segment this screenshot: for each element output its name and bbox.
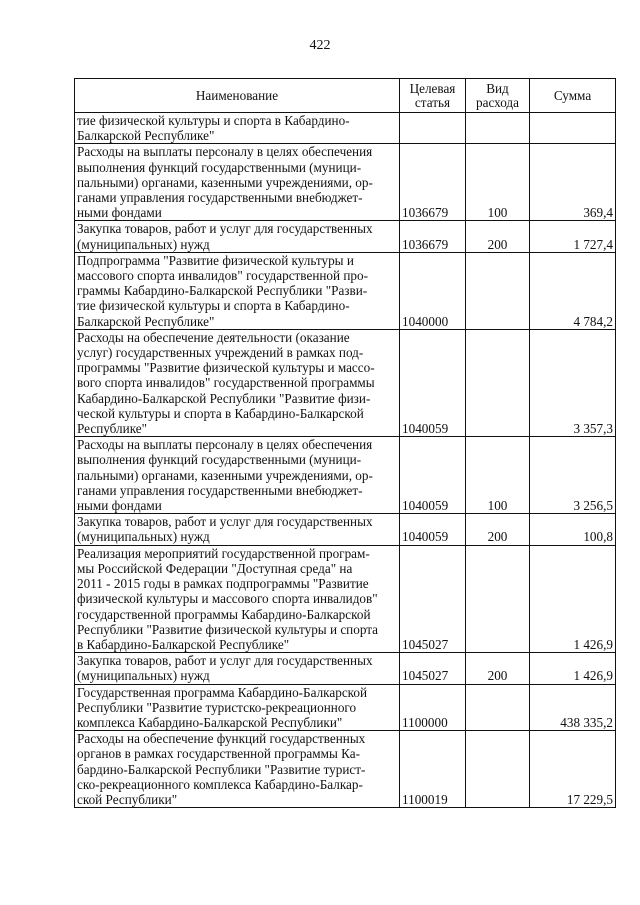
budget-table [74, 78, 616, 808]
cell-name [75, 437, 400, 514]
table-row [75, 684, 616, 731]
cell-code: 1045027 [400, 653, 466, 684]
header-code-line: статья [414, 94, 451, 110]
table-row [75, 731, 616, 808]
cell-type: 200 [466, 514, 530, 545]
cell-name-line: тие физической культуры и спорта в Кабардино- [77, 113, 350, 128]
cell-code [400, 113, 466, 144]
cell-sum: 438 335,2 [530, 684, 616, 731]
cell-sum: 1 426,9 [530, 545, 616, 652]
cell-code: 1040059 [400, 437, 466, 514]
cell-name-line: ской Республики" [77, 791, 178, 807]
cell-name [75, 144, 400, 221]
cell-sum: 3 256,5 [530, 437, 616, 514]
cell-name-line: граммы Кабардино-Балкарской Республики "Разви- [77, 283, 368, 299]
cell-code: 1045027 [400, 545, 466, 652]
cell-code: 1036679 [400, 221, 466, 252]
cell-sum: 4 784,2 [530, 252, 616, 329]
table-row [75, 252, 616, 329]
cell-name-line: выполнения функций государственными (муници- [77, 159, 362, 175]
cell-sum: 17 229,5 [530, 731, 616, 808]
cell-name [75, 653, 400, 684]
cell-type: 200 [466, 221, 530, 252]
cell-type [466, 329, 530, 436]
cell-name-line: массового спорта инвалидов" государственной про- [77, 268, 369, 284]
cell-name-line: мы Российской Федерации "Доступная среда" на [77, 560, 353, 576]
header-sum-text: Сумма [553, 87, 592, 103]
table-row [75, 437, 616, 514]
cell-name-line: услуг) государственных учреждений в рамках под- [77, 345, 364, 361]
cell-name-line: ными фондами [77, 498, 162, 514]
cell-name [75, 684, 400, 731]
cell-name-line: Расходы на выплаты персоналу в целях обеспечения [77, 437, 373, 453]
cell-name-line: программы "Развитие физической культуры и массо- [77, 360, 375, 376]
cell-name-line: (муниципальных) нужд [77, 236, 210, 252]
table-row [75, 144, 616, 221]
cell-name-line: ганами управления государственными внебюджет- [77, 190, 363, 206]
table-header [75, 79, 616, 113]
cell-name-line: Республики "Развитие физической культуры и спорта [77, 621, 379, 637]
header-name [75, 79, 400, 113]
cell-name-line: пальными) органами, казенными учреждениями, ор- [77, 467, 373, 483]
cell-name [75, 252, 400, 329]
cell-name-line: (муниципальных) нужд [77, 668, 210, 684]
cell-name-line: тие физической культуры и спорта в Кабардино- [77, 298, 350, 314]
header-sum [530, 79, 616, 113]
table-row [75, 113, 616, 144]
cell-type [466, 545, 530, 652]
cell-name [75, 221, 400, 252]
cell-name-line: Расходы на выплаты персоналу в целях обеспечения [77, 144, 373, 160]
cell-name-line: в Кабардино-Балкарской Республике" [77, 636, 290, 652]
cell-name-line: государственной программы Кабардино-Балкарской [77, 606, 371, 622]
cell-name-line: Государственная программа Кабардино-Балкарской [77, 684, 368, 700]
cell-code: 1040059 [400, 329, 466, 436]
cell-name-line: пальными) органами, казенными учреждениями, ор- [77, 174, 373, 190]
cell-name-line: ганами управления государственными внебюджет- [77, 482, 363, 498]
table-row [75, 329, 616, 436]
cell-name-line: Закупка товаров, работ и услуг для государственных [77, 514, 373, 530]
header-type-line: расхода [476, 94, 519, 110]
cell-name-line: Балкарской Республике" [77, 313, 215, 329]
cell-name-line: бардино-Балкарской Республики "Развитие турист- [77, 761, 366, 777]
table-body [75, 113, 616, 808]
cell-type: 100 [466, 437, 530, 514]
cell-name-line: вого спорта инвалидов" государственной программы [77, 375, 375, 391]
cell-code: 1100000 [400, 684, 466, 731]
cell-name-line: Подпрограмма "Развитие физической культуры и [77, 252, 354, 268]
cell-name-line: ческой культуры и спорта в Кабардино-Балкарской [77, 405, 364, 421]
table-row [75, 514, 616, 545]
cell-name [75, 731, 400, 808]
cell-type [466, 731, 530, 808]
cell-name-line: Балкарской Республике" [77, 128, 215, 144]
cell-code: 1036679 [400, 144, 466, 221]
cell-type [466, 684, 530, 731]
cell-name-line: ско-рекреационного комплекса Кабардино-Балкар- [77, 776, 363, 792]
cell-name-line: (муниципальных) нужд [77, 529, 210, 545]
cell-type: 100 [466, 144, 530, 221]
cell-code: 1100019 [400, 731, 466, 808]
cell-name-line: Кабардино-Балкарской Республики "Развитие физи- [77, 390, 371, 406]
cell-sum [530, 113, 616, 144]
cell-name-line: физической культуры и массового спорта инвалидов" [77, 591, 378, 607]
page-number: 422 [309, 38, 331, 53]
cell-sum: 1 426,9 [530, 653, 616, 684]
cell-name-line: Республики "Развитие туристско-рекреационного [77, 699, 357, 715]
header-code [400, 79, 466, 113]
cell-name [75, 545, 400, 652]
cell-name-line: органов в рамках государственной программы Ка- [77, 746, 360, 762]
cell-name-line: Республике" [77, 421, 148, 437]
cell-name-line: Расходы на обеспечение деятельности (оказание [77, 329, 350, 345]
cell-type: 200 [466, 653, 530, 684]
cell-type [466, 113, 530, 144]
cell-name-line: Реализация мероприятий государственной програм- [77, 545, 370, 561]
cell-name [75, 329, 400, 436]
cell-name-line: Расходы на обеспечение функций государственных [77, 731, 366, 747]
cell-code: 1040059 [400, 514, 466, 545]
cell-name-line: Закупка товаров, работ и услуг для государственных [77, 221, 373, 237]
cell-sum: 100,8 [530, 514, 616, 545]
cell-type [466, 252, 530, 329]
table-row [75, 545, 616, 652]
header-type-line: Вид [486, 80, 509, 96]
cell-sum: 369,4 [530, 144, 616, 221]
header-name-text: Наименование [195, 87, 279, 103]
cell-name-line: Закупка товаров, работ и услуг для государственных [77, 653, 373, 669]
cell-name [75, 514, 400, 545]
table-row [75, 221, 616, 252]
cell-name-line: 2011 - 2015 годы в рамках подпрограммы "Развитие [77, 576, 369, 592]
cell-name-line: выполнения функций государственными (муници- [77, 452, 362, 468]
table-row [75, 653, 616, 684]
header-type [466, 79, 530, 113]
cell-sum: 3 357,3 [530, 329, 616, 436]
cell-name [75, 113, 400, 144]
cell-sum: 1 727,4 [530, 221, 616, 252]
cell-code: 1040000 [400, 252, 466, 329]
cell-name-line: комплекса Кабардино-Балкарской Республики" [77, 714, 343, 730]
cell-name-line: ными фондами [77, 205, 162, 221]
header-code-line: Целевая [409, 80, 456, 96]
